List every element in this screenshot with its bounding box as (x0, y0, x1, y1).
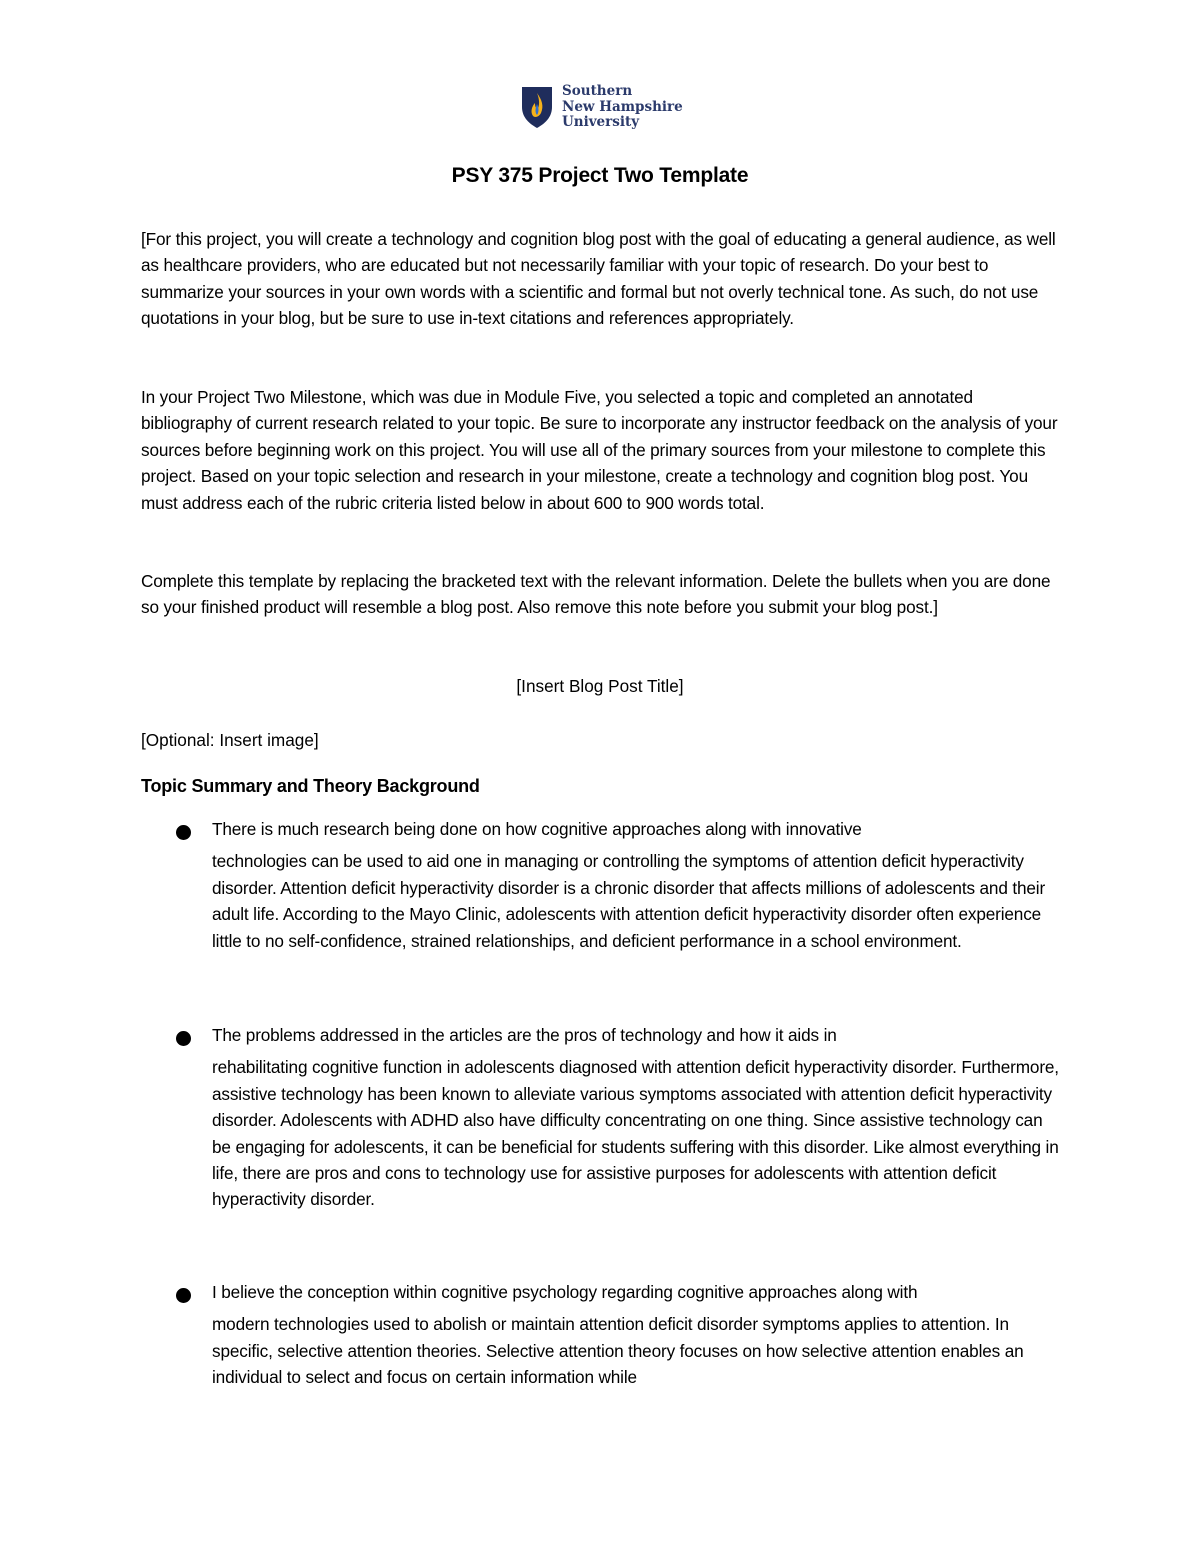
logo-line-2: New Hampshire (562, 98, 683, 115)
bullet-first-line: The problems addressed in the articles are the pros of technology and how it aids in (212, 1025, 837, 1045)
university-logo (520, 84, 683, 131)
university-name (562, 84, 683, 131)
bullet-text (212, 1279, 1062, 1391)
bullet-body: rehabilitating cognitive function in adolescents diagnosed with attention deficit hyperactivity disorder. Furthermore, assistive technology has been known to alleviate various symptoms associated with attention deficit hyperactivity disorder. Adolescents with ADHD also have difficulty concentrating on one thing. Since assistive technology can be engaging for adolescents, it can be beneficial for students suffering with this disorder. Like almost everything in life, there are pros and cons to technology use for assistive purposes for adolescents with attention deficit hyperactivity disorder. (212, 1057, 1059, 1210)
intro-paragraph-3: Complete this template by replacing the bracketed text with the relevant information. Delete the bullets when you are done so your finished product will resemble a blog post. Also remove this note before you submit your blog post.] (141, 571, 1051, 618)
blog-title-placeholder: [Insert Blog Post Title] (516, 676, 684, 696)
section-heading: Topic Summary and Theory Background (141, 776, 480, 796)
document-title: PSY 375 Project Two Template (451, 164, 749, 187)
bullet-first-line: There is much research being done on how cognitive approaches along with innovative (212, 819, 862, 839)
image-placeholder: [Optional: Insert image] (141, 730, 319, 750)
intro-paragraph-1: [For this project, you will create a technology and cognition blog post with the goal of educating a general audience, as well as healthcare providers, who are educated but not necessarily familiar with your topic of research. Do your best to summarize your sources in your own words with a scientific and formal but not overly technical tone. As such, do not use quotations in your blog, but be sure to use in-text citations and references appropriately. (141, 229, 1056, 329)
flame-shield-icon (520, 85, 554, 129)
bullet-body: technologies can be used to aid one in managing or controlling the symptoms of attention deficit hyperactivity disorder. Attention deficit hyperactivity disorder is a chronic disorder that affects millions of adolescents and their adult life. According to the Mayo Clinic, adolescents with attention deficit hyperactivity disorder often experience little to no self-confidence, strained relationships, and deficient performance in a school environment. (212, 851, 1046, 951)
bullet-icon (176, 1288, 191, 1303)
bullet-text (212, 816, 1062, 954)
logo-line-1: Southern (562, 83, 633, 99)
bullet-first-line: I believe the conception within cognitive psychology regarding cognitive approaches along with (212, 1282, 918, 1302)
bullet-body: modern technologies used to abolish or maintain attention deficit disorder symptoms applies to attention. In specific, selective attention theories. Selective attention theory focuses on how selective attention enables an individual to select and focus on certain information while (212, 1314, 1024, 1388)
logo-line-3: University (562, 114, 640, 130)
intro-paragraph-2: In your Project Two Milestone, which was due in Module Five, you selected a topic and completed an annotated bibliography of current research related to your topic. Be sure to incorporate any instructor feedback on the analysis of your sources before beginning work on this project. You will use all of the primary sources from your milestone to complete this project. Based on your topic selection and research in your milestone, create a technology and cognition blog post. You must address each of the rubric criteria listed below in about 600 to 900 words total. (141, 387, 1058, 513)
bullet-icon (176, 825, 191, 840)
bullet-text (212, 1022, 1062, 1213)
bullet-icon (176, 1031, 191, 1046)
